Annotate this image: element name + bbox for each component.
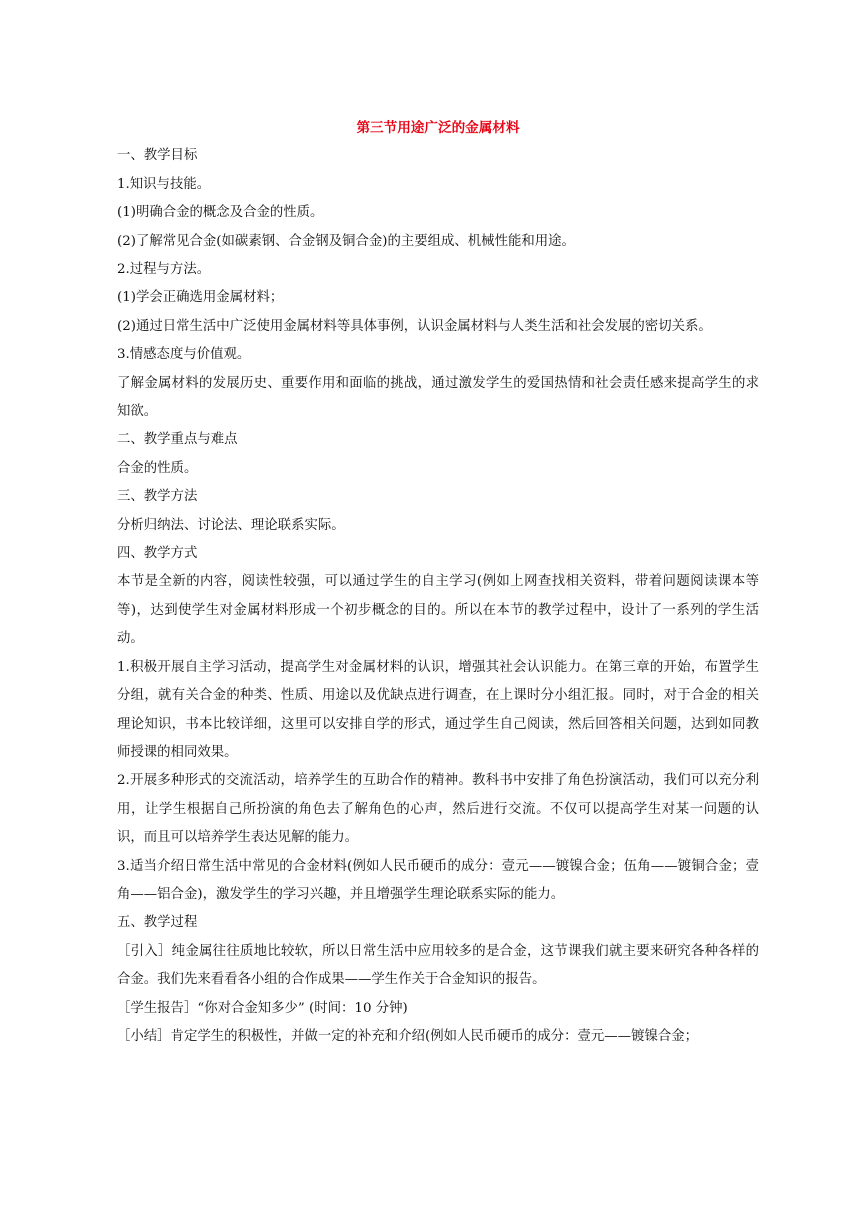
paragraph: (2)通过日常生活中广泛使用金属材料等具体事例，认识金属材料与人类生活和社会发展的密切关系。 (117, 318, 712, 334)
paragraph: 本节是全新的内容，阅读性较强，可以通过学生的自主学习(例如上网查找相关资料，带着问题阅读课本等等)，达到使学生对金属材料形成一个初步概念的目的。所以在本节的教学过程中，设计了一系列的学生活动。 (117, 574, 759, 647)
paragraph: 2.过程与方法。 (117, 262, 211, 278)
paragraph: 分析归纳法、讨论法、理论联系实际。 (117, 517, 345, 533)
paragraph: (1)学会正确选用金属材料； (117, 290, 284, 306)
paragraph: 2.开展多种形式的交流活动，培养学生的互助合作的精神。教科书中安排了角色扮演活动，我们可以充分利用，让学生根据自己所扮演的角色去了解角色的心声，然后进行交流。不仅可以提高学生对某一问题的认识，而且可以培养学生表达见解的能力。 (117, 773, 759, 846)
paragraph: (2)了解常见合金(如碳素钢、合金钢及铜合金)的主要组成、机械性能和用途。 (117, 233, 575, 249)
paragraph: ［小结］肯定学生的积极性，并做一定的补充和介绍(例如人民币硬币的成分：壹元——镀镍合金； (117, 1028, 699, 1044)
paragraph: 1.知识与技能。 (117, 176, 211, 192)
section-heading-process: 五、教学过程 (117, 915, 198, 931)
paragraph: ［引入］纯金属往往质地比较软，所以日常生活中应用较多的是合金，这节课我们就主要来研究各种各样的合金。我们先来看看各小组的合作成果——学生作关于合金知识的报告。 (117, 943, 759, 988)
section-heading-key-points: 二、教学重点与难点 (117, 432, 238, 448)
paragraph: 1.积极开展自主学习活动，提高学生对金属材料的认识，增强其社会认识能力。在第三章的开始，布置学生分组，就有关合金的种类、性质、用途以及优缺点进行调查，在上课时分小组汇报。同时，对于合金的相关理论知识，书本比较详细，这里可以安排自学的形式，通过学生自己阅读，然后回答相关问题，达到如同教师授课的相同效果。 (117, 659, 759, 760)
paragraph: (1)明确合金的概念及合金的性质。 (117, 205, 324, 221)
document-body (117, 114, 759, 1051)
paragraph: ［学生报告］“你对合金知多少” (时间：10 分钟) (117, 1000, 408, 1016)
paragraph: 合金的性质。 (117, 460, 198, 476)
section-heading-objectives: 一、教学目标 (117, 148, 198, 164)
document-title: 第三节用途广泛的金属材料 (356, 120, 520, 136)
section-heading-methods: 三、教学方法 (117, 489, 198, 505)
paragraph: 了解金属材料的发展历史、重要作用和面临的挑战，通过激发学生的爱国热情和社会责任感来提高学生的求知欲。 (117, 375, 759, 420)
paragraph: 3.情感态度与价值观。 (117, 347, 251, 363)
paragraph: 3.适当介绍日常生活中常见的合金材料(例如人民币硬币的成分：壹元——镀镍合金；伍角——镀铜合金；壹角——铝合金)，激发学生的学习兴趣，并且增强学生理论联系实际的能力。 (117, 858, 759, 902)
section-heading-format: 四、教学方式 (117, 546, 198, 562)
